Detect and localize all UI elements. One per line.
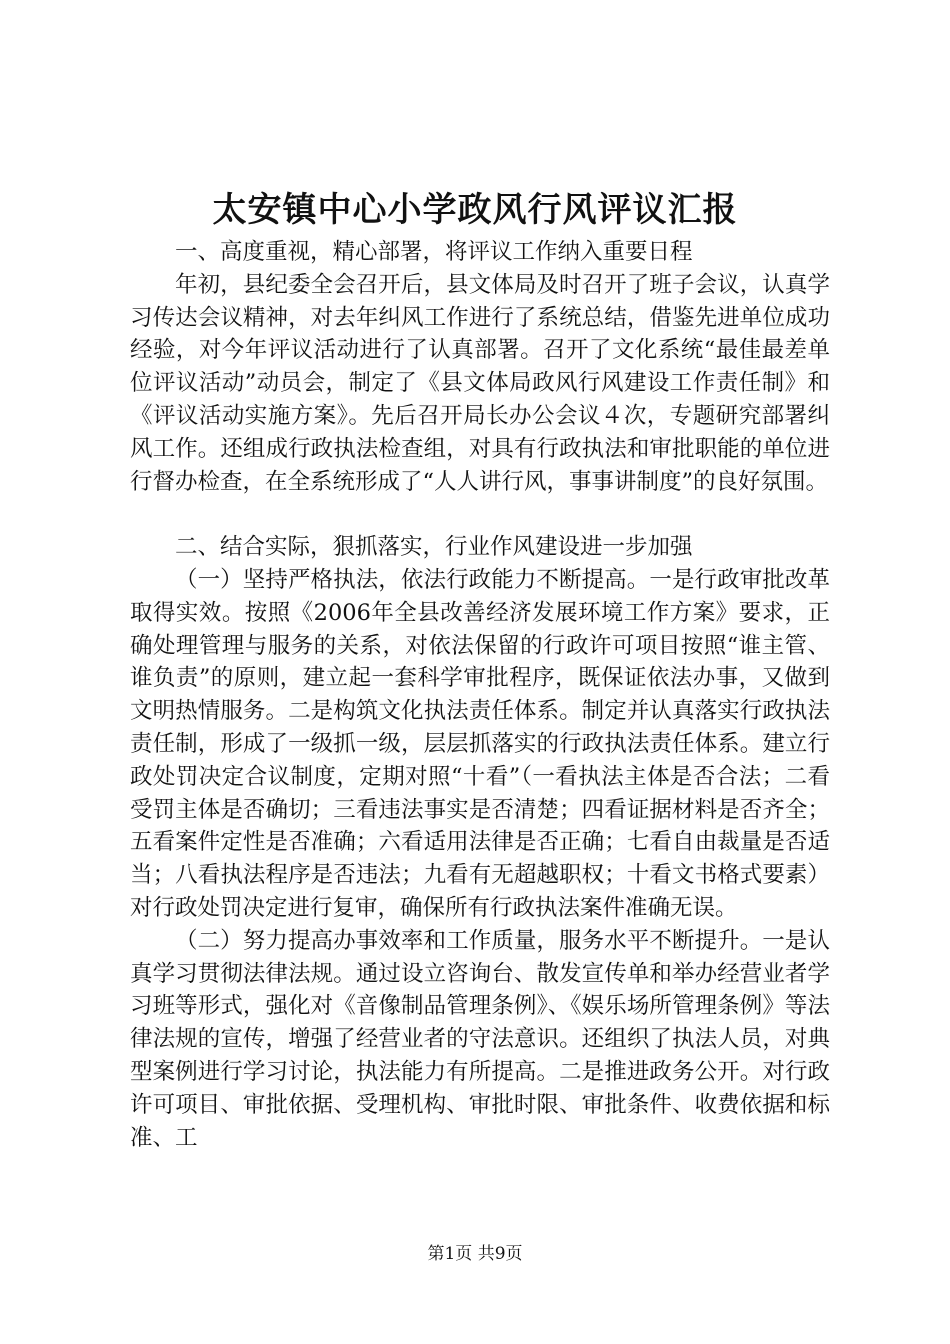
paragraph-2: （一）坚持严格执法，依法行政能力不断提高。一是行政审批改革取得实效。按照《2006年全县改善经济发展环境工作方案》要求，正确处理管理与服务的关系，对依法保留的行政许可项目按照“谁主管、谁负责”的原则，建立起一套科学审批程序，既保证依法办事，又做到文明热情服务。二是构筑文化执法责任体系。制定并认真落实行政执法责任制，形成了一级抓一级，层层抓落实的行政执法责任体系。建立行政处罚决定合议制度，定期对照“十看”（一看执法主体是否合法；二看受罚主体是否确切；三看违法事实是否清楚；四看证据材料是否齐全；五看案件定性是否准确；六看适用法律是否正确；七看自由裁量是否适当；八看执法程序是否违法；九看有无超越职权；十看文书格式要素）对行政处罚决定进行复审，确保所有行政执法案件准确无误。 xyxy=(130,566,830,921)
paragraph-3: （二）努力提高办事效率和工作质量，服务水平不断提升。一是认真学习贯彻法律法规。通过设立咨询台、散发宣传单和举办经营业者学习班等形式，强化对《音像制品管理条例》、《娱乐场所管理条例》等法律法规的宣传，增强了经营业者的守法意识。还组织了执法人员，对典型案例进行学习讨论，执法能力有所提高。二是推进政务公开。对行政许可项目、审批依据、受理机构、审批时限、审批条件、收费依据和标准、工 xyxy=(130,927,830,1151)
document-title: 太安镇中心小学政风行风评议汇报 xyxy=(212,190,738,230)
document-body xyxy=(130,236,830,1154)
paragraph-1: 年初，县纪委全会召开后，县文体局及时召开了班子会议，认真学习传达会议精神，对去年纠风工作进行了系统总结，借鉴先进单位成功经验，对今年评议活动进行了认真部署。召开了文化系统“最佳最差单位评议活动”动员会，制定了《县文体局政风行风建设工作责任制》和《评议活动实施方案》。先后召开局长办公会议４次，专题研究部署纠风工作。还组成行政执法检查组，对具有行政执法和审批职能的单位进行督办检查，在全系统形成了“人人讲行风，事事讲制度”的良好氛围。 xyxy=(130,271,830,495)
section-heading-2: 二、结合实际，狠抓落实，行业作风建设进一步加强 xyxy=(175,534,693,561)
section-heading-1: 一、高度重视，精心部署，将评议工作纳入重要日程 xyxy=(175,239,693,265)
page-number-footer: 第1页 共9页 xyxy=(427,1244,523,1264)
